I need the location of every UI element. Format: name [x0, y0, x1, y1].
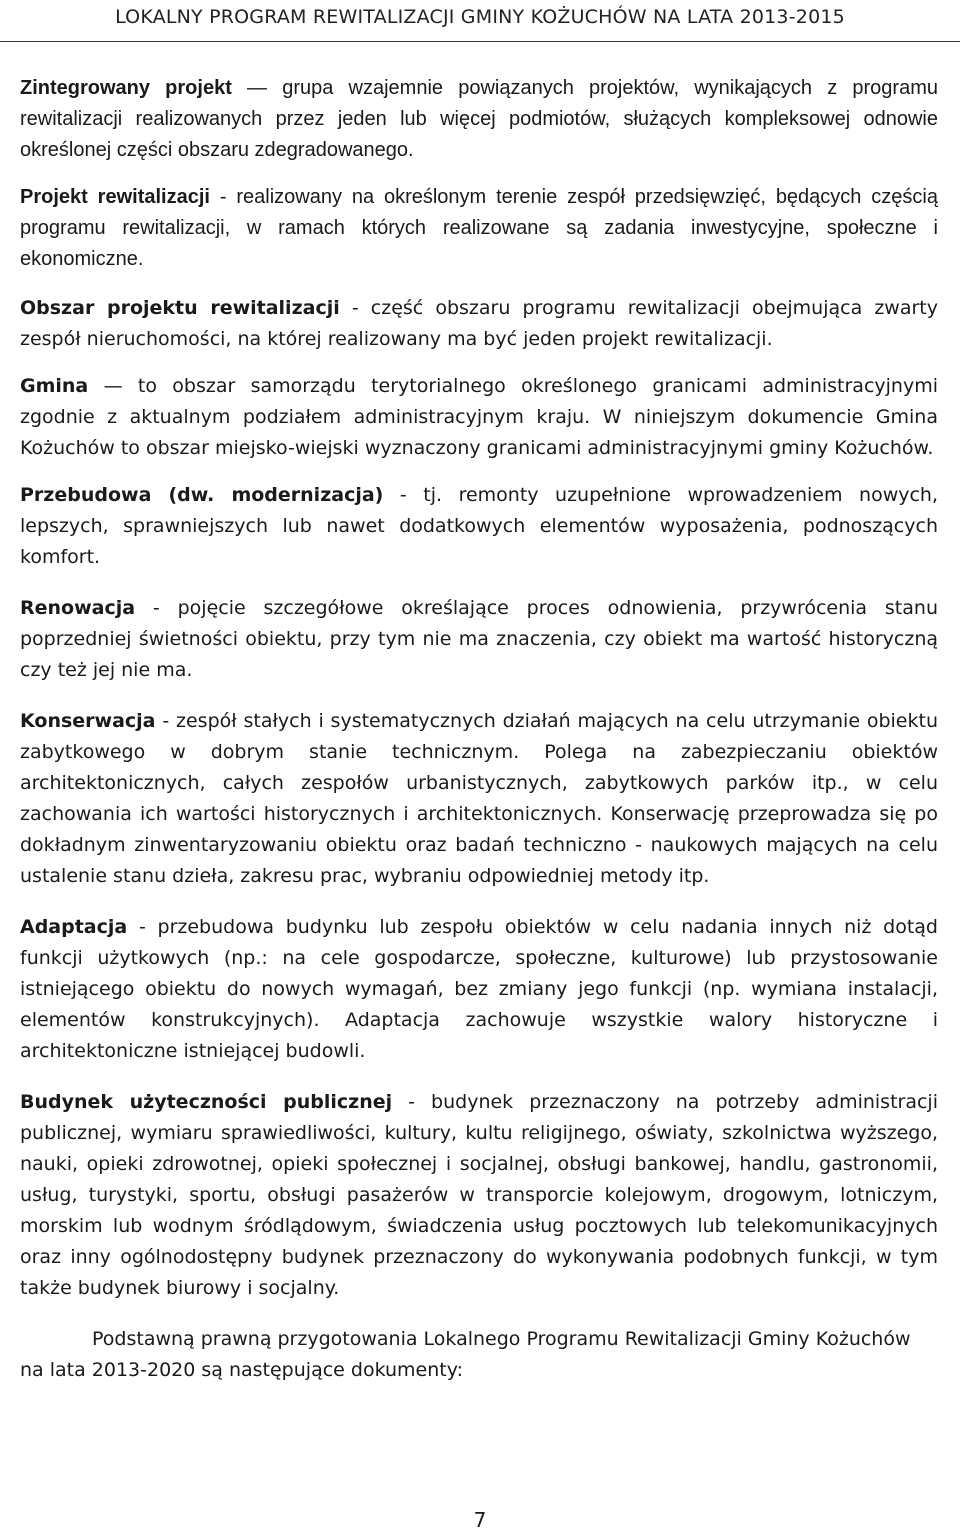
page-header	[0, 0, 960, 44]
definition-term: Projekt rewitalizacji	[20, 186, 210, 208]
definition-adaptacja	[20, 912, 938, 1067]
definition-term: Obszar projektu rewitalizacji	[20, 297, 340, 319]
definition-projekt-rewitalizacji	[20, 182, 938, 275]
page-number: 7	[473, 1508, 487, 1532]
header-title: LOKALNY PROGRAM REWITALIZACJI GMINY KOŻUCHÓW NA LATA 2013-2015	[115, 6, 845, 28]
definition-term: Adaptacja	[20, 916, 128, 938]
definition-term: Konserwacja	[20, 710, 156, 732]
definition-renowacja	[20, 593, 938, 686]
definition-text: - pojęcie szczegółowe określające proces odnowienia, przywrócenia stanu poprzedniej świetności obiektu, przy tym nie ma znaczenia, czy obiekt ma wartość historyczną czy też jej nie ma.	[20, 597, 938, 681]
definition-konserwacja	[20, 706, 938, 892]
definition-term: Renowacja	[20, 597, 136, 619]
definition-gmina	[20, 371, 938, 464]
definition-text: - zespół stałych i systematycznych działań mających na celu utrzymanie obiektu zabytkowego w dobrym stanie technicznym. Polega na zabezpieczaniu obiektów architektonicznych, całych zespołów urbanistycznych, zabytkowych parków itp., w celu zachowania ich wartości historycznych i architektonicznych. Konserwację przeprowadza się po dokładnym zinwentaryzowaniu obiektu oraz badań techniczno - naukowych mających na celu ustalenie stanu dzieła, zakresu prac, wybraniu odpowiedniej metody itp.	[20, 710, 938, 887]
definition-term: Zintegrowany projekt	[20, 77, 232, 99]
document-body	[20, 73, 938, 1408]
definition-budynek-uzytecznosci-publicznej	[20, 1087, 938, 1304]
header-divider	[0, 41, 960, 42]
definition-term: Gmina	[20, 375, 89, 397]
definition-text: - budynek przeznaczony na potrzeby administracji publicznej, wymiaru sprawiedliwości, kultury, kultu religijnego, oświaty, szkolnictwa wyższego, nauki, opieki zdrowotnej, opieki społecznej i socjalnej, obsługi bankowej, handlu, gastronomii, usług, turystyki, sportu, obsługi pasażerów w transporcie kolejowym, drogowym, lotniczym, morskim lub wodnym śródlądowym, świadczenia usług pocztowych lub telekomunikacyjnych oraz inny ogólnodostępny budynek przeznaczony do wykonywania podobnych funkcji, w tym także budynek biurowy i socjalny.	[20, 1091, 938, 1299]
closing-paragraph: Podstawną prawną przygotowania Lokalnego Programu Rewitalizacji Gminy Kożuchów na lata 2013-2020 są następujące dokumenty:	[20, 1328, 911, 1381]
definition-text: - tj. remonty uzupełnione wprowadzeniem nowych, lepszych, sprawniejszych lub nawet dodatkowych elementów wyposażenia, podnoszących komfort.	[20, 484, 939, 568]
definition-text: - część obszaru programu rewitalizacji obejmująca zwarty zespół nieruchomości, na której realizowany ma być jeden projekt rewitalizacji.	[20, 297, 938, 350]
definition-obszar-projektu	[20, 293, 938, 355]
definition-przebudowa	[20, 480, 938, 573]
definition-text: — to obszar samorządu terytorialnego określonego granicami administracyjnymi zgodnie z aktualnym podziałem administracyjnym kraju. W niniejszym dokumencie Gmina Kożuchów to obszar miejsko-wiejski wyznaczony granicami administracyjnymi gminy Kożuchów.	[20, 375, 938, 459]
definition-zintegrowany-projekt	[20, 73, 938, 166]
definition-term: Przebudowa (dw. modernizacja)	[20, 484, 384, 506]
definition-text: — grupa wzajemnie powiązanych projektów, wynikających z programu rewitalizacji realizowanych przez jeden lub więcej podmiotów, służących kompleksowej odnowie określonej części obszaru zdegradowanego.	[20, 77, 938, 161]
definition-text: - przebudowa budynku lub zespołu obiektów w celu nadania innych niż dotąd funkcji użytkowych (np.: na cele gospodarcze, społeczne, kulturowe) lub przystosowanie istniejącego obiektu do nowych wymagań, bez zmiany jego funkcji (np. wymiana instalacji, elementów konstrukcyjnych). Adaptacja zachowuje wszystkie walory historyczne i architektoniczne istniejącej budowli.	[20, 916, 938, 1062]
definition-text: - realizowany na określonym terenie zespół przedsięwzięć, będących częścią programu rewitalizacji, w ramach których realizowane są zadania inwestycyjne, społeczne i ekonomiczne.	[20, 186, 938, 270]
definition-term: Budynek użyteczności publicznej	[20, 1091, 393, 1113]
